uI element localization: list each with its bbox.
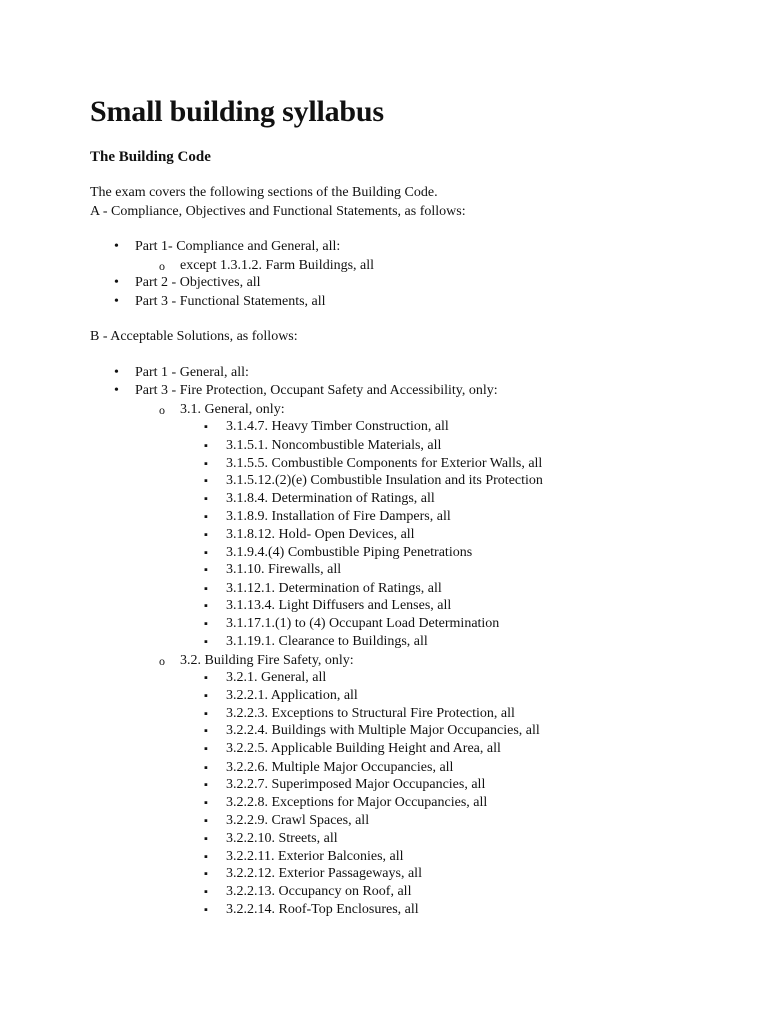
list-item: 3.1.13.4. Light Diffusers and Lenses, all [226, 598, 452, 613]
bullet-square [204, 848, 208, 866]
section-b-heading: B - Acceptable Solutions, as follows: [90, 329, 298, 344]
bullet-square [204, 865, 208, 883]
list-item: 3.1. General, only: [180, 402, 285, 417]
list-item: 3.2.2.8. Exceptions for Major Occupancies, all [226, 795, 488, 810]
list-item: 3.1.17.1.(1) to (4) Occupant Load Determination [226, 616, 500, 631]
bullet-square [204, 455, 208, 473]
list-item: 3.2.2.9. Crawl Spaces, all [226, 813, 370, 828]
section-a-heading: A - Compliance, Objectives and Functional Statements, as follows: [90, 204, 466, 219]
bullet-square [204, 490, 208, 508]
list-item: 3.1.12.1. Determination of Ratings, all [226, 581, 442, 596]
list-item: 3.1.4.7. Heavy Timber Construction, all [226, 419, 449, 434]
bullet-square [204, 508, 208, 526]
list-item: Part 2 - Objectives, all [135, 275, 261, 290]
bullet-square [204, 883, 208, 901]
list-item: 3.1.8.4. Determination of Ratings, all [226, 491, 435, 506]
bullet-square [204, 794, 208, 812]
list-item: 3.2.2.7. Superimposed Major Occupancies, all [226, 777, 486, 792]
list-item: 3.1.5.1. Noncombustible Materials, all [226, 438, 442, 453]
bullet-square [204, 830, 208, 848]
bullet-disc [114, 293, 119, 311]
bullet-square [204, 740, 208, 758]
list-item: 3.1.19.1. Clearance to Buildings, all [226, 634, 428, 649]
list-item: 3.2.2.10. Streets, all [226, 831, 338, 846]
list-item: 3.2.2.4. Buildings with Multiple Major Occupancies, all [226, 723, 540, 738]
bullet-square [204, 669, 208, 687]
list-item: 3.2.2.12. Exterior Passageways, all [226, 866, 422, 881]
list-item: Part 3 - Fire Protection, Occupant Safety and Accessibility, only: [135, 383, 498, 398]
intro-line: The exam covers the following sections of the Building Code. [90, 185, 438, 200]
bullet-square [204, 705, 208, 723]
bullet-square [204, 615, 208, 633]
bullet-square [204, 759, 208, 777]
bullet-square [204, 437, 208, 455]
bullet-square [204, 812, 208, 830]
bullet-disc [114, 364, 119, 382]
bullet-circle [159, 401, 165, 420]
list-item: 3.2.2.6. Multiple Major Occupancies, all [226, 760, 454, 775]
bullet-square [204, 597, 208, 615]
bullet-disc [114, 238, 119, 256]
list-item: except 1.3.1.2. Farm Buildings, all [180, 258, 375, 273]
list-item: 3.2.2.11. Exterior Balconies, all [226, 849, 404, 864]
list-item: 3.2.2.3. Exceptions to Structural Fire Protection, all [226, 706, 515, 721]
list-item: 3.1.9.4.(4) Combustible Piping Penetrations [226, 545, 473, 560]
list-item: 3.1.8.12. Hold- Open Devices, all [226, 527, 415, 542]
bullet-square [204, 472, 208, 490]
bullet-square [204, 580, 208, 598]
page-title: Small building syllabus [90, 95, 384, 128]
bullet-square [204, 776, 208, 794]
bullet-circle [159, 652, 165, 671]
list-item: 3.1.8.9. Installation of Fire Dampers, all [226, 509, 451, 524]
bullet-square [204, 722, 208, 740]
list-item: 3.2.2.13. Occupancy on Roof, all [226, 884, 412, 899]
bullet-square [204, 418, 208, 436]
bullet-square [204, 544, 208, 562]
list-item: 3.2. Building Fire Safety, only: [180, 653, 354, 668]
list-item: 3.2.2.5. Applicable Building Height and Area, all [226, 741, 501, 756]
list-item: Part 1 - General, all: [135, 365, 249, 380]
bullet-square [204, 633, 208, 651]
list-item: 3.2.1. General, all [226, 670, 327, 685]
bullet-square [204, 526, 208, 544]
list-item: Part 1- Compliance and General, all: [135, 239, 341, 254]
section-heading: The Building Code [90, 149, 211, 165]
bullet-square [204, 901, 208, 919]
list-item: 3.2.2.1. Application, all [226, 688, 358, 703]
bullet-square [204, 687, 208, 705]
bullet-disc [114, 382, 119, 400]
list-item: 3.2.2.14. Roof-Top Enclosures, all [226, 902, 419, 917]
list-item: 3.1.5.5. Combustible Components for Exterior Walls, all [226, 456, 543, 471]
list-item: 3.1.10. Firewalls, all [226, 562, 342, 577]
bullet-square [204, 561, 208, 579]
bullet-disc [114, 274, 119, 292]
list-item: 3.1.5.12.(2)(e) Combustible Insulation and its Protection [226, 473, 543, 488]
list-item: Part 3 - Functional Statements, all [135, 294, 326, 309]
